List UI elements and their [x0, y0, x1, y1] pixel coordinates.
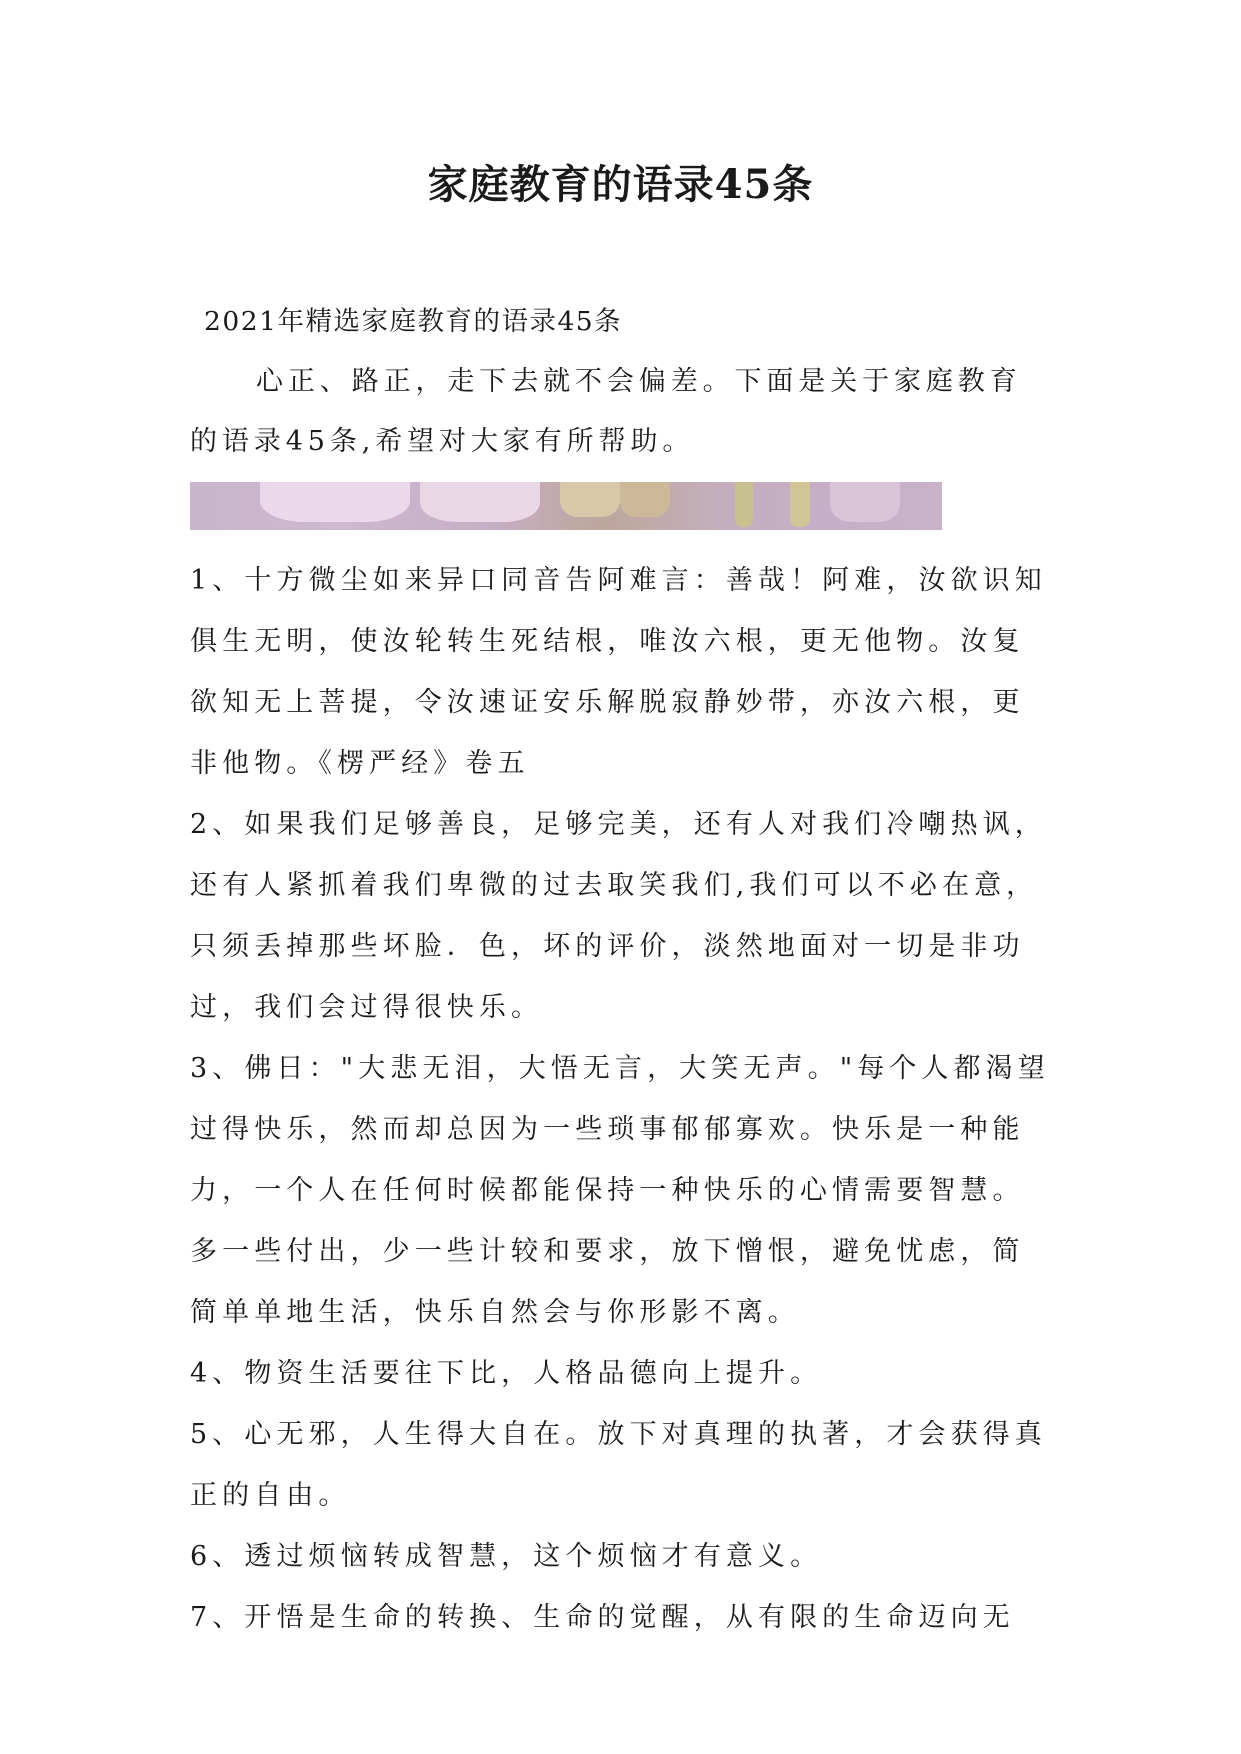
list-item: 7、开悟是生命的转换、生命的觉醒，从有限的生命迈向无	[190, 1602, 1015, 1633]
quote-list	[190, 550, 1052, 1648]
list-item: 2、如果我们足够善良，足够完美，还有人对我们冷嘲热讽，还有人紧抓着我们卑微的过去取笑我们,我们可以不必在意，只须丢掉那些坏脸．色，坏的评价，淡然地面对一切是非功过，我们会过得很快乐。	[190, 809, 1047, 1023]
document-body	[190, 292, 1052, 1648]
list-item: 4、物资生活要往下比，人格品德向上提升。	[190, 1358, 823, 1389]
list-item: 1、十方微尘如来异口同音告阿难言：善哉！阿难，汝欲识知俱生无明，使汝轮转生死结根，唯汝六根，更无他物。汝复欲知无上菩提，令汝速证安乐解脱寂静妙带，亦汝六根，更非他物。《楞严经》卷五	[190, 565, 1047, 779]
intro-paragraph: 心正、路正，走下去就不会偏差。下面是关于家庭教育的语录45条,希望对大家有所帮助。	[190, 366, 1022, 457]
document-title: 家庭教育的语录45条	[427, 161, 814, 208]
list-item: 6、透过烦恼转成智慧，这个烦恼才有意义。	[190, 1541, 823, 1572]
document-subtitle: 2021年精选家庭教育的语录45条	[204, 306, 623, 337]
list-item: 5、心无邪，人生得大自在。放下对真理的执著，才会获得真正的自由。	[190, 1419, 1047, 1511]
list-item: 3、佛日："大悲无泪，大悟无言，大笑无声。"每个人都渴望过得快乐，然而却总因为一些琐事郁郁寡欢。快乐是一种能力，一个人在任何时候都能保持一种快乐的心情需要智慧。多一些付出，少一些计较和要求，放下憎恨，避免忧虑，简简单单地生活，快乐自然会与你形影不离。	[190, 1053, 1050, 1328]
decorative-photo-strip	[190, 482, 942, 530]
